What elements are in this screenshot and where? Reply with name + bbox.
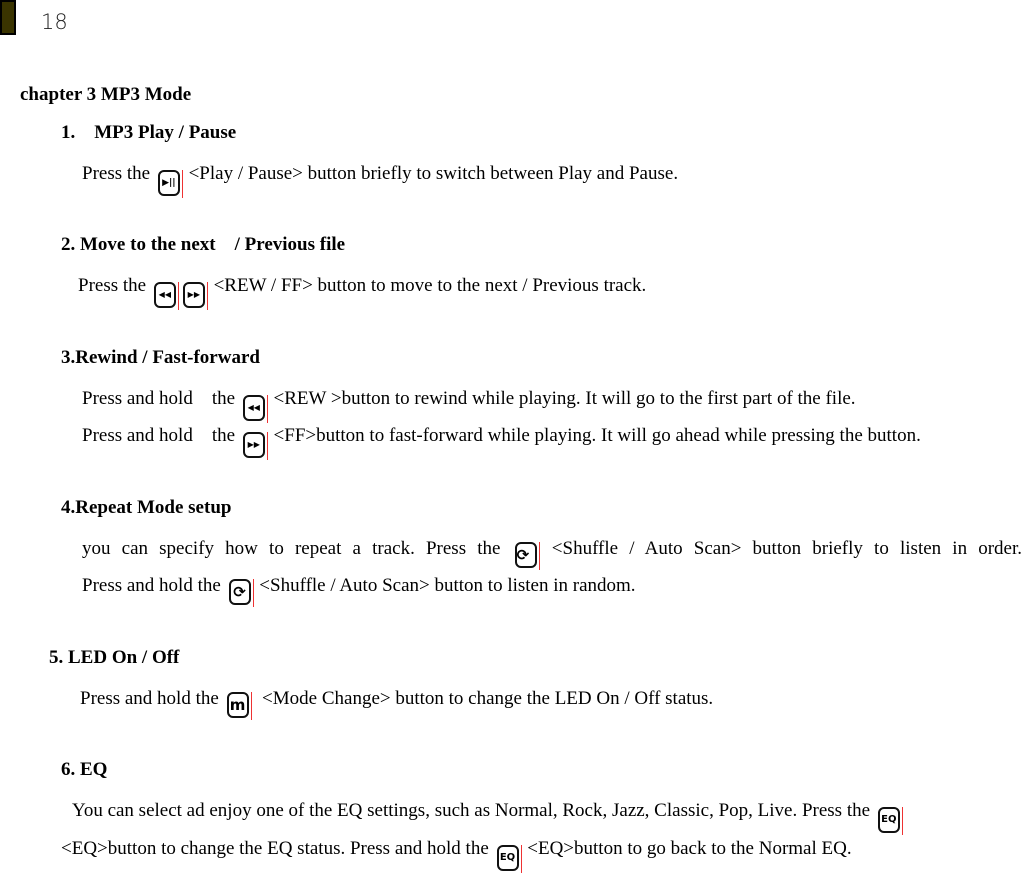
section-5-title: 5. LED On / Off <box>49 647 180 668</box>
chapter-title: chapter 3 MP3 Mode <box>20 84 192 105</box>
section-6-title: 6. EQ <box>61 759 108 780</box>
shuffle-icon: ⟳ <box>229 579 251 605</box>
section-2-title: 2. Move to the next / Previous file <box>61 234 346 255</box>
fast-forward-icon: ▶▶ <box>243 432 265 458</box>
section-5-text: Press and hold the m <Mode Change> button to change the LED On / Off status. <box>80 686 713 712</box>
section-1-text: Press the ▶|| <Play / Pause> button briefly to switch between Play and Pause. <box>82 161 678 187</box>
section-4-text-2: Press and hold the ⟳ <Shuffle / Auto Scan> button to listen in random. <box>82 573 636 599</box>
mode-icon: m <box>227 692 249 718</box>
fast-forward-icon: ▶▶ <box>183 282 205 308</box>
play-pause-icon: ▶|| <box>158 170 180 196</box>
section-4-title: 4.Repeat Mode setup <box>61 497 232 518</box>
section-3-text-1: Press and hold the ◀◀ <REW >button to rewind while playing. It will go to the first part of the file. <box>82 386 856 412</box>
eq-icon: EQ <box>878 807 900 833</box>
rewind-icon: ◀◀ <box>243 395 265 421</box>
eq-icon: EQ <box>497 845 519 871</box>
section-3-title: 3.Rewind / Fast-forward <box>61 347 260 368</box>
section-6-text-1: You can select ad enjoy one of the EQ settings, such as Normal, Rock, Jazz, Classic, Pop, Live. Press the EQ <box>72 798 904 824</box>
page-marker <box>0 0 16 35</box>
section-3-text-2: Press and hold the ▶▶ <FF>button to fast-forward while playing. It will go ahead while pressing the button. <box>82 423 921 449</box>
section-2-text: Press the ◀◀ ▶▶ <REW / FF> button to move to the next / Previous track. <box>78 273 646 299</box>
page-number: 18 <box>41 10 68 34</box>
section-6-text-2: <EQ>button to change the EQ status. Press and hold the EQ <EQ>button to go back to the Normal EQ. <box>61 836 852 862</box>
shuffle-icon: ⟳ <box>515 542 537 568</box>
section-4-text-1: you can specify how to repeat a track. Press the ⟳ <Shuffle / Auto Scan> button briefly to listen in order. <box>82 536 1022 562</box>
rewind-icon: ◀◀ <box>154 282 176 308</box>
section-1-title: 1. MP3 Play / Pause <box>61 122 237 143</box>
